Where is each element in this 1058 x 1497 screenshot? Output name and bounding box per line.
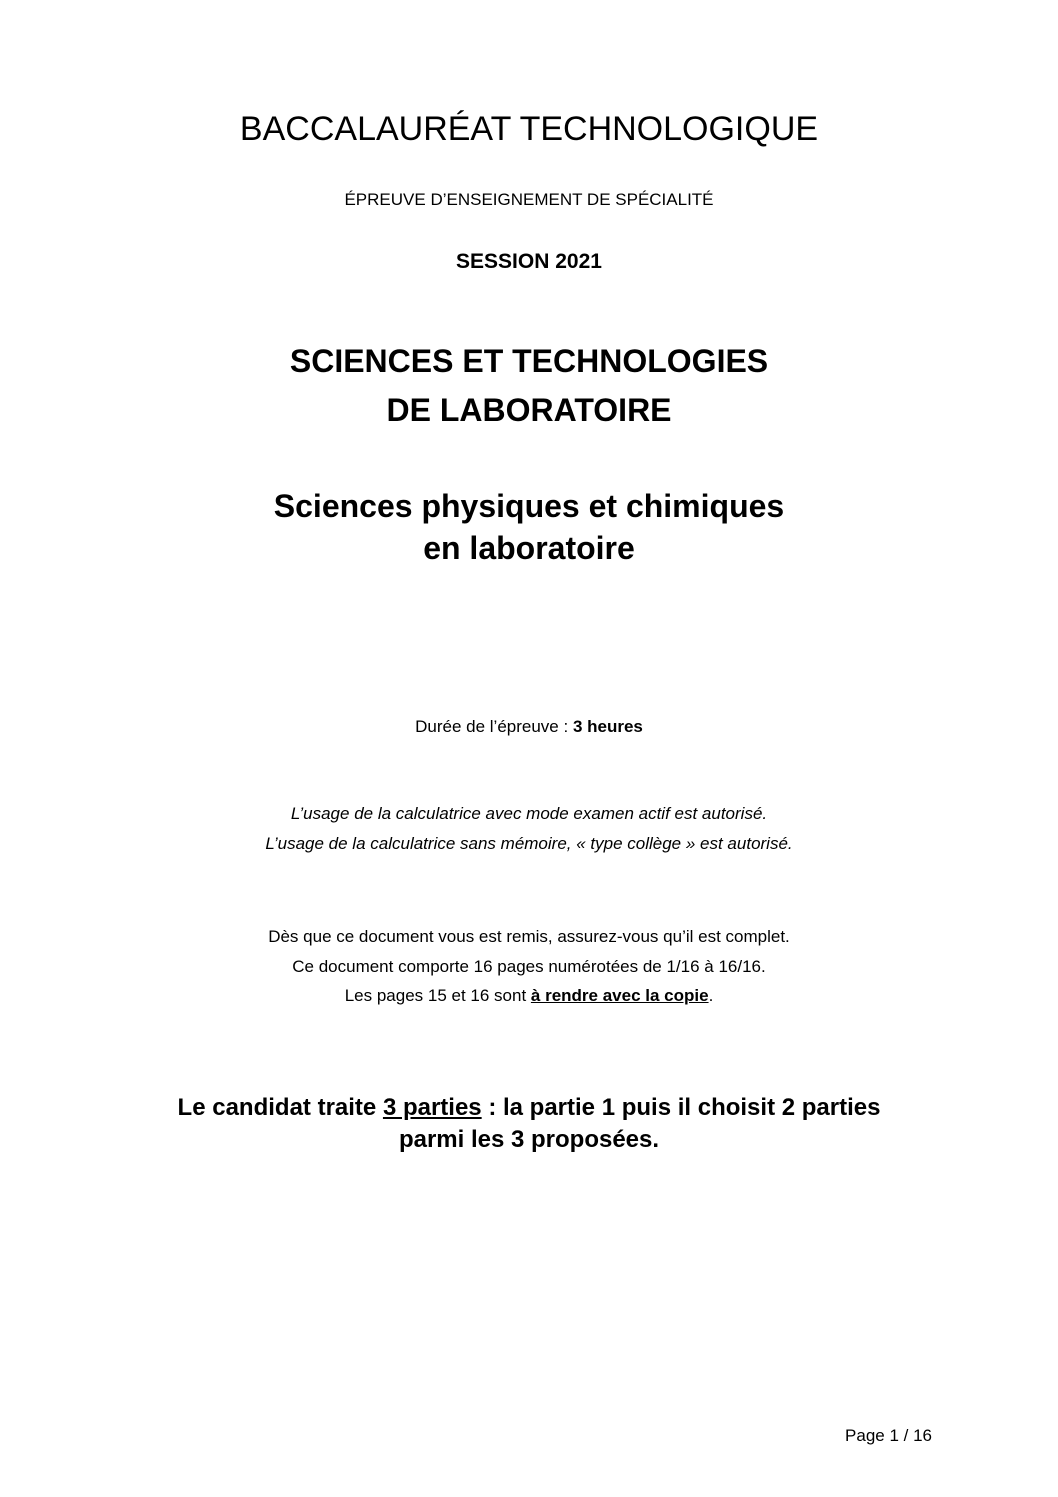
document-info-line-2: Ce document comporte 16 pages numérotées de 1/16 à 16/16. <box>292 957 766 976</box>
calculator-rule-1: L’usage de la calculatrice avec mode examen actif est autorisé. <box>290 804 768 823</box>
pages-to-return-emphasis: à rendre avec la copie <box>530 986 709 1005</box>
candidate-instruction-line-1 <box>0 1094 1058 1122</box>
title-line-1: SCIENCES ET TECHNOLOGIES <box>289 343 769 379</box>
title-line-2: DE LABORATOIRE <box>386 392 672 428</box>
candidate-parts-count: 3 parties <box>382 1094 482 1121</box>
duration-line <box>0 717 1058 737</box>
epreuve-subheading: ÉPREUVE D’ENSEIGNEMENT DE SPÉCIALITÉ <box>344 190 714 209</box>
document-info-line-1: Dès que ce document vous est remis, assurez-vous qu’il est complet. <box>268 927 790 946</box>
session-label: SESSION 2021 <box>456 250 602 273</box>
duration-label: Durée de l’épreuve : <box>415 717 573 736</box>
candidate-prefix: Le candidat traite <box>177 1094 383 1121</box>
pages-to-return-prefix: Les pages 15 et 16 sont <box>344 986 531 1005</box>
calculator-rule-2: L’usage de la calculatrice sans mémoire, « type collège » est autorisé. <box>265 834 793 853</box>
pages-to-return-suffix: . <box>708 986 714 1005</box>
speciality-line-2: en laboratoire <box>423 530 635 566</box>
candidate-instruction-line-2: parmi les 3 proposées. <box>398 1126 660 1153</box>
page-number: Page 1 / 16 <box>845 1426 932 1445</box>
candidate-suffix: : la partie 1 puis il choisit 2 parties <box>481 1094 881 1121</box>
duration-value: 3 heures <box>572 717 643 736</box>
document-info-line-3 <box>0 986 1058 1006</box>
speciality-line-1: Sciences physiques et chimiques <box>273 488 785 524</box>
exam-type-heading: BACCALAURÉAT TECHNOLOGIQUE <box>239 110 819 148</box>
